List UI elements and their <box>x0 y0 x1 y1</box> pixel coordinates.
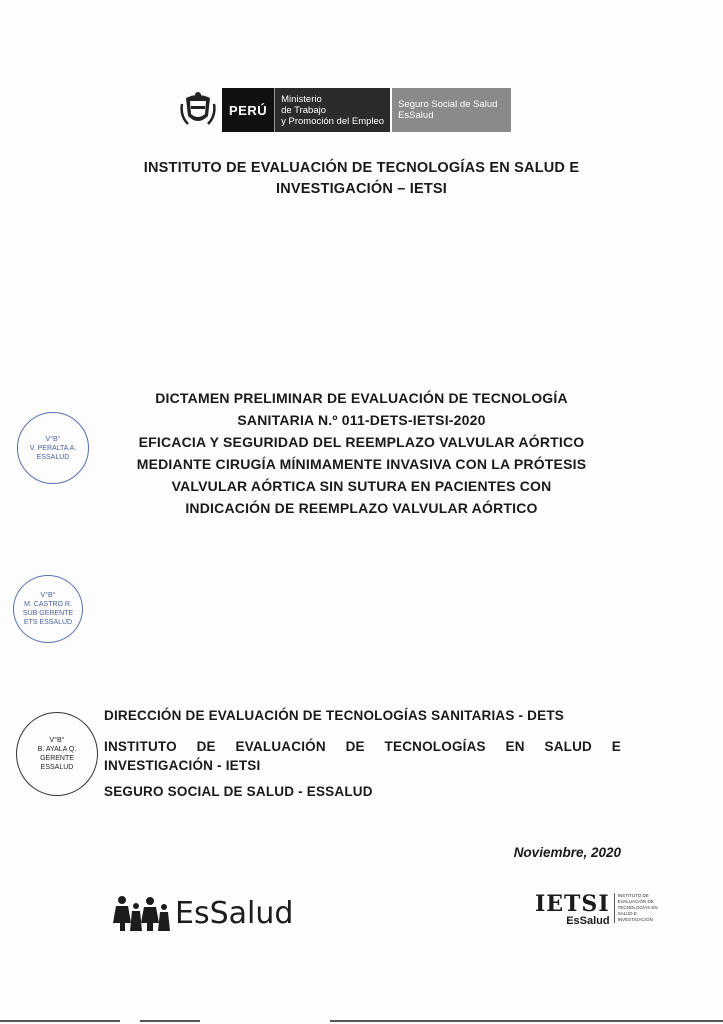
institute-title-line-1: INSTITUTO DE EVALUACIÓN DE TECNOLOGÍAS EN SALUD E <box>143 160 580 176</box>
scan-artifact <box>330 1020 723 1022</box>
ministry-line-3: y Promoción del Empleo <box>281 115 385 127</box>
dictamen-line-6: INDICACIÓN DE REEMPLAZO VALVULAR AÓRTICO <box>185 500 538 516</box>
dictamen-line-3: EFICACIA Y SEGURIDAD DEL REEMPLAZO VALVULAR AÓRTICO <box>138 434 585 450</box>
agency-line-1: Seguro Social de Salud <box>398 99 498 110</box>
dictamen-line-2: SANITARIA N.º 011-DETS-IETSI-2020 <box>237 412 486 428</box>
agency-line-2: EsSalud <box>398 110 434 121</box>
stamp-name: B. AYALA Q. <box>37 746 77 753</box>
stamp-vb: V°B° <box>45 435 61 443</box>
approval-stamp <box>16 712 98 796</box>
ietsi-caption-line: INSTITUTO DE <box>617 893 649 898</box>
ietsi-caption-line: SALUD E <box>617 911 637 916</box>
stamp-vb: V°B° <box>49 737 65 744</box>
peru-coat-of-arms-icon <box>176 88 220 132</box>
ietsi-caption-line: EVALUACIÓN DE <box>617 899 654 904</box>
section-instituto: INSTITUTO DE EVALUACIÓN DE TECNOLOGÍAS EN SALUD E INVESTIGACIÓN - IETSI <box>104 739 621 773</box>
ietsi-logo-caption <box>614 893 658 923</box>
family-figures-icon <box>113 895 171 931</box>
institute-title <box>80 158 643 200</box>
ietsi-logo-subtext: EsSalud <box>566 915 610 927</box>
stamp-name: V. PERALTA A. <box>29 444 77 452</box>
scan-artifact <box>140 1020 200 1022</box>
section-direccion: DIRECCIÓN DE EVALUACIÓN DE TECNOLOGÍAS SANITARIAS - DETS <box>104 708 564 723</box>
stamp-vb: V°B° <box>40 592 56 599</box>
agency-label <box>392 88 511 132</box>
dictamen-title <box>90 387 633 519</box>
approval-stamp <box>13 575 83 643</box>
government-banner <box>176 88 511 132</box>
ministry-line-1: Ministerio <box>281 93 322 105</box>
dictamen-line-5: VALVULAR AÓRTICA SIN SUTURA EN PACIENTES CON <box>171 478 552 494</box>
dictamen-line-1: DICTAMEN PRELIMINAR DE EVALUACIÓN DE TECNOLOGÍA <box>155 390 568 406</box>
essalud-logo-text: EsSalud <box>175 895 294 931</box>
stamp-org: ESSALUD <box>40 764 74 771</box>
scan-artifact <box>0 1020 120 1022</box>
stamp-role: SUB GERENTE <box>22 610 74 617</box>
ministry-label <box>274 88 390 132</box>
approval-stamp <box>17 412 89 484</box>
section-seguro: SEGURO SOCIAL DE SALUD - ESSALUD <box>104 784 373 799</box>
stamp-org: ESSALUD <box>36 453 70 461</box>
ietsi-caption-line: TECNOLOGÍAS EN <box>617 905 658 910</box>
dictamen-line-4: MEDIANTE CIRUGÍA MÍNIMAMENTE INVASIVA CON LA PRÓTESIS <box>136 456 587 472</box>
ietsi-logo-text: IETSI <box>535 891 610 917</box>
document-date: Noviembre, 2020 <box>513 845 621 860</box>
essalud-logo <box>113 895 293 931</box>
ietsi-logo <box>535 893 658 927</box>
ministry-line-2: de Trabajo <box>281 104 327 116</box>
institute-title-line-2: INVESTIGACIÓN – IETSI <box>276 181 447 197</box>
stamp-org: ETS ESSALUD <box>23 619 73 626</box>
peru-label: PERÚ <box>222 88 274 132</box>
stamp-name: M. CASTRO R. <box>24 601 72 608</box>
ietsi-caption-line: INVESTIGACIÓN <box>617 917 653 922</box>
stamp-role: GERENTE <box>40 755 74 762</box>
